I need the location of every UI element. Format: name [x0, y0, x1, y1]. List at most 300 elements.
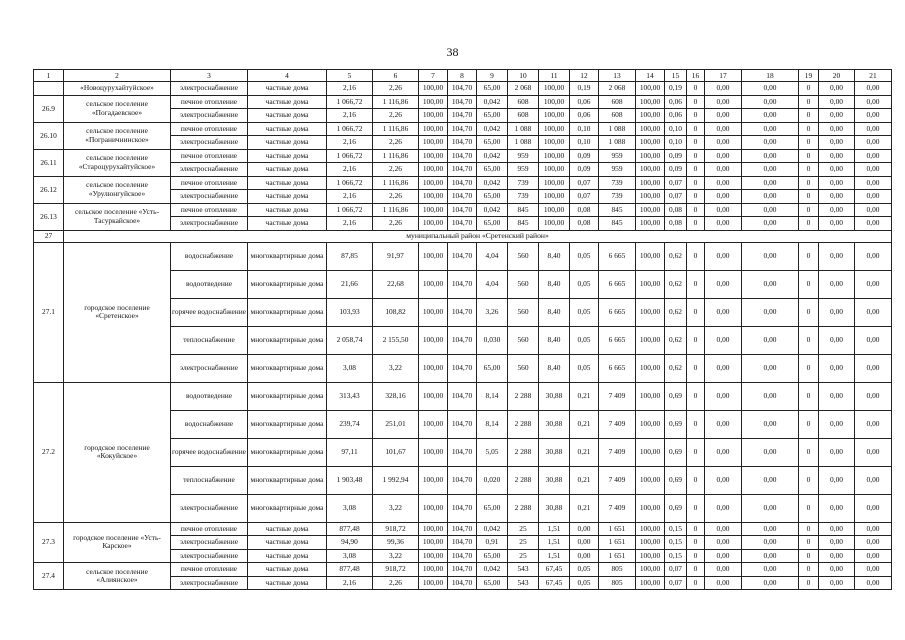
value-cell: 97,11 [327, 438, 373, 466]
value-cell: 0,00 [855, 563, 892, 577]
value-cell: 0,62 [665, 270, 687, 298]
value-cell: 805 [599, 563, 636, 577]
header-row [34, 70, 892, 82]
value-cell: 251,01 [373, 410, 419, 438]
value-cell: 104,70 [448, 217, 477, 231]
settlement-name: «Новоцурухайтуйское» [64, 82, 171, 96]
value-cell: 2,26 [373, 82, 419, 96]
page-number: 38 [446, 45, 459, 59]
housing-type: многоквартирные дома [248, 410, 327, 438]
value-cell: 0,00 [855, 122, 892, 136]
value-cell: 0,00 [705, 136, 742, 150]
value-cell: 0,00 [705, 298, 742, 326]
value-cell: 0,62 [665, 242, 687, 270]
service-type: электроснабжение [171, 190, 248, 204]
table-row [34, 95, 892, 109]
value-cell: 0,00 [855, 549, 892, 563]
value-cell: 100,00 [539, 203, 570, 217]
column-header: 17 [705, 70, 742, 82]
value-cell: 0,00 [705, 270, 742, 298]
value-cell: 100,00 [636, 438, 665, 466]
value-cell: 0 [799, 149, 819, 163]
value-cell: 0,10 [570, 122, 599, 136]
value-cell: 0,07 [665, 190, 687, 204]
value-cell: 100,00 [419, 95, 448, 109]
value-cell: 0 [799, 163, 819, 177]
row-number: 26.10 [34, 122, 64, 149]
value-cell: 0,00 [819, 203, 855, 217]
value-cell: 100,00 [539, 109, 570, 123]
value-cell: 2,26 [373, 217, 419, 231]
housing-type: частные дома [248, 109, 327, 123]
value-cell: 65,00 [477, 494, 508, 522]
value-cell: 104,70 [448, 163, 477, 177]
table-row [34, 242, 892, 270]
value-cell: 100,00 [636, 563, 665, 577]
settlement-name: городское поселение «Кокуйское» [64, 382, 171, 522]
value-cell: 104,70 [448, 95, 477, 109]
value-cell: 2,16 [327, 217, 373, 231]
value-cell: 100,00 [419, 122, 448, 136]
value-cell: 6 665 [599, 326, 636, 354]
value-cell: 0 [687, 576, 705, 590]
value-cell: 739 [599, 176, 636, 190]
housing-type: многоквартирные дома [248, 382, 327, 410]
value-cell: 0,042 [477, 149, 508, 163]
value-cell: 104,70 [448, 242, 477, 270]
value-cell: 560 [508, 242, 539, 270]
value-cell: 0 [687, 438, 705, 466]
value-cell: 3,22 [373, 549, 419, 563]
housing-type: частные дома [248, 217, 327, 231]
value-cell: 104,70 [448, 438, 477, 466]
value-cell: 0,00 [742, 270, 799, 298]
housing-type: многоквартирные дома [248, 326, 327, 354]
value-cell: 0,00 [855, 536, 892, 550]
value-cell: 0,21 [570, 382, 599, 410]
value-cell: 0,00 [819, 149, 855, 163]
value-cell: 100,00 [539, 149, 570, 163]
value-cell: 25 [508, 522, 539, 536]
value-cell: 100,00 [636, 494, 665, 522]
value-cell: 104,70 [448, 149, 477, 163]
value-cell: 100,00 [636, 163, 665, 177]
row-number: 27.4 [34, 563, 64, 590]
value-cell: 0,00 [742, 563, 799, 577]
value-cell: 65,00 [477, 82, 508, 96]
value-cell: 560 [508, 270, 539, 298]
value-cell: 0,00 [705, 536, 742, 550]
value-cell: 313,43 [327, 382, 373, 410]
value-cell: 100,00 [636, 176, 665, 190]
value-cell: 0,00 [742, 190, 799, 204]
column-header: 7 [419, 70, 448, 82]
value-cell: 0,08 [665, 217, 687, 231]
value-cell: 0 [799, 109, 819, 123]
value-cell: 0,00 [705, 217, 742, 231]
value-cell: 0 [687, 95, 705, 109]
column-header: 12 [570, 70, 599, 82]
value-cell: 0 [799, 82, 819, 96]
value-cell: 2,26 [373, 163, 419, 177]
value-cell: 65,00 [477, 163, 508, 177]
value-cell: 0,00 [819, 109, 855, 123]
housing-type: частные дома [248, 563, 327, 577]
housing-type: частные дома [248, 576, 327, 590]
value-cell: 8,40 [539, 298, 570, 326]
value-cell: 0,09 [665, 163, 687, 177]
value-cell: 0,19 [665, 82, 687, 96]
value-cell: 1 066,72 [327, 149, 373, 163]
value-cell: 104,70 [448, 466, 477, 494]
value-cell: 739 [508, 190, 539, 204]
value-cell: 0,00 [855, 270, 892, 298]
value-cell: 0,00 [742, 466, 799, 494]
value-cell: 100,00 [539, 176, 570, 190]
value-cell: 0 [687, 82, 705, 96]
housing-type: частные дома [248, 136, 327, 150]
district-row [34, 230, 892, 242]
value-cell: 0 [687, 536, 705, 550]
value-cell: 0,00 [742, 382, 799, 410]
value-cell: 0,00 [742, 410, 799, 438]
value-cell: 100,00 [419, 494, 448, 522]
value-cell: 0,69 [665, 494, 687, 522]
value-cell: 6 665 [599, 242, 636, 270]
value-cell: 0 [799, 536, 819, 550]
value-cell: 0,07 [570, 176, 599, 190]
service-type: электроснабжение [171, 536, 248, 550]
column-header: 2 [64, 70, 171, 82]
value-cell: 100,00 [539, 95, 570, 109]
value-cell: 0,00 [742, 494, 799, 522]
value-cell: 104,70 [448, 494, 477, 522]
value-cell: 0 [799, 576, 819, 590]
table-row [34, 203, 892, 217]
value-cell: 0,10 [665, 136, 687, 150]
value-cell: 2 288 [508, 438, 539, 466]
value-cell: 0,00 [819, 576, 855, 590]
value-cell: 0,05 [570, 326, 599, 354]
value-cell: 2 155,50 [373, 326, 419, 354]
value-cell: 0,00 [819, 95, 855, 109]
value-cell: 0,00 [742, 82, 799, 96]
value-cell: 0,00 [855, 354, 892, 382]
value-cell: 3,08 [327, 494, 373, 522]
housing-type: многоквартирные дома [248, 438, 327, 466]
value-cell: 100,00 [419, 163, 448, 177]
value-cell: 0 [687, 163, 705, 177]
value-cell: 0,09 [665, 149, 687, 163]
value-cell: 0,00 [819, 466, 855, 494]
service-type: электроснабжение [171, 82, 248, 96]
value-cell: 2,16 [327, 190, 373, 204]
value-cell: 100,00 [419, 190, 448, 204]
value-cell: 0,00 [705, 242, 742, 270]
column-header: 15 [665, 70, 687, 82]
value-cell: 1,51 [539, 536, 570, 550]
value-cell: 0,00 [819, 549, 855, 563]
value-cell: 7 409 [599, 494, 636, 522]
value-cell: 0,00 [855, 298, 892, 326]
value-cell: 100,00 [419, 203, 448, 217]
value-cell: 543 [508, 576, 539, 590]
value-cell: 0,69 [665, 382, 687, 410]
value-cell: 0,030 [477, 326, 508, 354]
value-cell: 0,09 [570, 163, 599, 177]
value-cell: 0,00 [855, 82, 892, 96]
settlement-name: сельское поселение «Усть-Тасуркайское» [64, 203, 171, 230]
row-number [34, 82, 64, 96]
value-cell: 100,00 [636, 410, 665, 438]
value-cell: 104,70 [448, 136, 477, 150]
value-cell: 0,91 [477, 536, 508, 550]
column-header: 20 [819, 70, 855, 82]
value-cell: 918,72 [373, 563, 419, 577]
value-cell: 2 288 [508, 466, 539, 494]
value-cell: 0,05 [570, 298, 599, 326]
table-row [34, 176, 892, 190]
value-cell: 0 [799, 203, 819, 217]
value-cell: 2,16 [327, 136, 373, 150]
service-type: электроснабжение [171, 354, 248, 382]
value-cell: 560 [508, 326, 539, 354]
table-row [34, 522, 892, 536]
value-cell: 100,00 [419, 382, 448, 410]
value-cell: 0,00 [705, 109, 742, 123]
housing-type: многоквартирные дома [248, 270, 327, 298]
value-cell: 0,00 [705, 466, 742, 494]
table-row [34, 82, 892, 96]
value-cell: 0,21 [570, 494, 599, 522]
value-cell: 103,93 [327, 298, 373, 326]
housing-type: частные дома [248, 149, 327, 163]
service-type: теплоснабжение [171, 326, 248, 354]
value-cell: 100,00 [636, 270, 665, 298]
value-cell: 100,00 [539, 122, 570, 136]
value-cell: 99,36 [373, 536, 419, 550]
value-cell: 0,07 [570, 190, 599, 204]
value-cell: 7 409 [599, 438, 636, 466]
value-cell: 2 288 [508, 410, 539, 438]
column-header: 19 [799, 70, 819, 82]
value-cell: 100,00 [539, 82, 570, 96]
value-cell: 30,88 [539, 410, 570, 438]
value-cell: 104,70 [448, 354, 477, 382]
value-cell: 100,00 [419, 438, 448, 466]
value-cell: 328,16 [373, 382, 419, 410]
value-cell: 0 [687, 217, 705, 231]
value-cell: 1 651 [599, 536, 636, 550]
column-header: 9 [477, 70, 508, 82]
value-cell: 0,00 [855, 109, 892, 123]
value-cell: 100,00 [419, 217, 448, 231]
value-cell: 0,07 [665, 563, 687, 577]
value-cell: 1 066,72 [327, 203, 373, 217]
value-cell: 100,00 [419, 82, 448, 96]
service-type: электроснабжение [171, 163, 248, 177]
value-cell: 0 [687, 203, 705, 217]
value-cell: 0,06 [570, 95, 599, 109]
value-cell: 100,00 [636, 82, 665, 96]
settlement-name: сельское поселение «Погадаевское» [64, 95, 171, 122]
value-cell: 22,68 [373, 270, 419, 298]
service-type: водоснабжение [171, 410, 248, 438]
value-cell: 0,042 [477, 122, 508, 136]
value-cell: 100,00 [419, 354, 448, 382]
housing-type: многоквартирные дома [248, 242, 327, 270]
value-cell: 0,00 [855, 576, 892, 590]
value-cell: 0,00 [705, 382, 742, 410]
value-cell: 608 [599, 95, 636, 109]
row-number: 26.11 [34, 149, 64, 176]
service-type: электроснабжение [171, 109, 248, 123]
value-cell: 1 651 [599, 549, 636, 563]
value-cell: 1 066,72 [327, 95, 373, 109]
value-cell: 918,72 [373, 522, 419, 536]
value-cell: 739 [599, 190, 636, 204]
value-cell: 100,00 [419, 149, 448, 163]
value-cell: 4,04 [477, 242, 508, 270]
value-cell: 100,00 [636, 149, 665, 163]
value-cell: 2,16 [327, 109, 373, 123]
value-cell: 0,00 [742, 203, 799, 217]
value-cell: 0,00 [819, 270, 855, 298]
value-cell: 0 [799, 354, 819, 382]
value-cell: 0,00 [819, 536, 855, 550]
value-cell: 0,06 [665, 95, 687, 109]
housing-type: частные дома [248, 549, 327, 563]
value-cell: 739 [508, 176, 539, 190]
service-type: печное отопление [171, 95, 248, 109]
value-cell: 0 [687, 298, 705, 326]
value-cell: 100,00 [636, 242, 665, 270]
value-cell: 67,45 [539, 576, 570, 590]
value-cell: 0,05 [570, 563, 599, 577]
value-cell: 1 116,86 [373, 203, 419, 217]
value-cell: 100,00 [539, 217, 570, 231]
settlement-name: сельское поселение «Пограничнинское» [64, 122, 171, 149]
column-header: 4 [248, 70, 327, 82]
value-cell: 0,00 [570, 522, 599, 536]
value-cell: 0,00 [819, 438, 855, 466]
value-cell: 0,00 [855, 242, 892, 270]
value-cell: 0 [687, 149, 705, 163]
value-cell: 0,00 [855, 203, 892, 217]
column-header: 14 [636, 70, 665, 82]
value-cell: 0,00 [705, 203, 742, 217]
value-cell: 2,26 [373, 109, 419, 123]
value-cell: 0,06 [570, 109, 599, 123]
value-cell: 0,09 [570, 149, 599, 163]
value-cell: 0,00 [855, 410, 892, 438]
value-cell: 8,40 [539, 270, 570, 298]
value-cell: 100,00 [636, 136, 665, 150]
value-cell: 845 [599, 203, 636, 217]
settlement-name: сельское поселение «Староцурухайтуйское» [64, 149, 171, 176]
value-cell: 0,042 [477, 203, 508, 217]
value-cell: 0,00 [855, 494, 892, 522]
column-header: 10 [508, 70, 539, 82]
column-header: 21 [855, 70, 892, 82]
value-cell: 0,69 [665, 410, 687, 438]
value-cell: 0,15 [665, 549, 687, 563]
service-type: электроснабжение [171, 217, 248, 231]
service-type: печное отопление [171, 122, 248, 136]
value-cell: 100,00 [636, 466, 665, 494]
value-cell: 1 066,72 [327, 122, 373, 136]
value-cell: 100,00 [636, 122, 665, 136]
value-cell: 845 [508, 217, 539, 231]
value-cell: 91,97 [373, 242, 419, 270]
column-header: 18 [742, 70, 799, 82]
value-cell: 0,00 [705, 522, 742, 536]
column-header: 8 [448, 70, 477, 82]
value-cell: 100,00 [419, 298, 448, 326]
value-cell: 104,70 [448, 298, 477, 326]
value-cell: 0,00 [819, 298, 855, 326]
value-cell: 0 [799, 136, 819, 150]
value-cell: 0,00 [570, 549, 599, 563]
value-cell: 0 [687, 494, 705, 522]
column-header: 13 [599, 70, 636, 82]
value-cell: 8,14 [477, 382, 508, 410]
value-cell: 7 409 [599, 382, 636, 410]
value-cell: 0,00 [705, 494, 742, 522]
value-cell: 0,00 [819, 163, 855, 177]
value-cell: 0,00 [819, 326, 855, 354]
value-cell: 3,08 [327, 354, 373, 382]
value-cell: 104,70 [448, 549, 477, 563]
column-header: 3 [171, 70, 248, 82]
column-header: 1 [34, 70, 64, 82]
value-cell: 104,70 [448, 190, 477, 204]
value-cell: 3,22 [373, 354, 419, 382]
value-cell: 3,22 [373, 494, 419, 522]
value-cell: 0 [687, 122, 705, 136]
value-cell: 6 665 [599, 354, 636, 382]
value-cell: 0,00 [855, 438, 892, 466]
value-cell: 0,042 [477, 563, 508, 577]
value-cell: 0 [687, 242, 705, 270]
value-cell: 100,00 [636, 95, 665, 109]
service-type: горячее водоснабжение [171, 298, 248, 326]
value-cell: 0,00 [742, 109, 799, 123]
value-cell: 2 068 [599, 82, 636, 96]
value-cell: 1 088 [508, 136, 539, 150]
value-cell: 0,00 [855, 522, 892, 536]
value-cell: 0,00 [705, 563, 742, 577]
value-cell: 0,21 [570, 410, 599, 438]
column-header: 5 [327, 70, 373, 82]
row-number: 26.12 [34, 176, 64, 203]
value-cell: 0,05 [570, 576, 599, 590]
value-cell: 0,00 [742, 438, 799, 466]
value-cell: 0 [799, 410, 819, 438]
district-name: муниципальный район «Сретенский район» [64, 230, 892, 242]
value-cell: 0,00 [742, 536, 799, 550]
row-number: 27.1 [34, 242, 64, 382]
value-cell: 0,00 [705, 163, 742, 177]
value-cell: 0,21 [570, 466, 599, 494]
value-cell: 1 651 [599, 522, 636, 536]
value-cell: 8,40 [539, 326, 570, 354]
value-cell: 0,00 [855, 326, 892, 354]
value-cell: 0,62 [665, 326, 687, 354]
value-cell: 104,70 [448, 82, 477, 96]
value-cell: 0 [799, 382, 819, 410]
service-type: водоотведение [171, 270, 248, 298]
